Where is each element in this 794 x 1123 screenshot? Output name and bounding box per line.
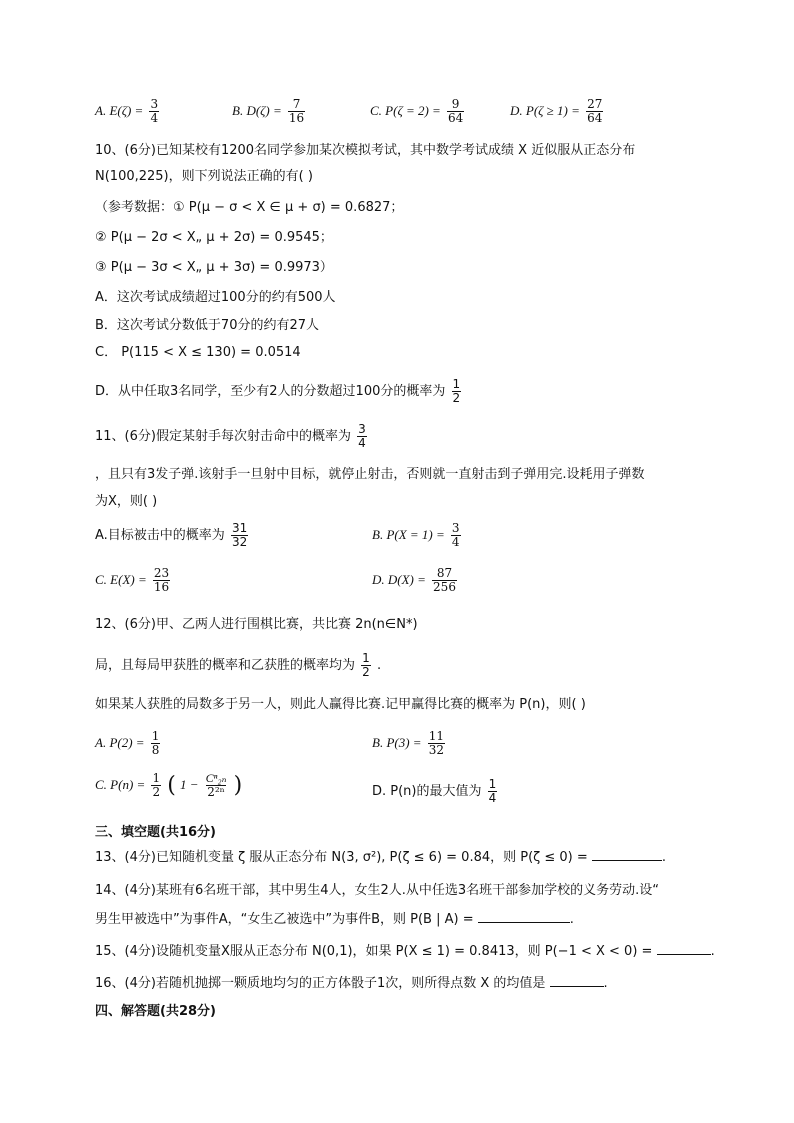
q11-option-b [372, 522, 463, 549]
q10-option-c: C． P(115 < X ≤ 130) = 0.0514 [95, 345, 301, 360]
q10-reference-3: ③ P(μ − 3σ < X„ μ + 3σ) = 0.9973） [95, 260, 333, 275]
q15-text [95, 942, 715, 961]
q12-c-inner-fraction: $\frac{\text{Cⁿ₂ₙ}}{\text{2²ⁿ}}$ [205, 771, 227, 799]
q12-option-a [95, 730, 162, 757]
q12-a-label: A. P(2) = [95, 735, 145, 750]
q11-option-c [95, 567, 172, 594]
q11-stem-text: 11、(6分)假定某射手每次射击命中的概率为 [95, 429, 351, 444]
q11-a-fraction: $\frac{31}{32}$ [231, 521, 248, 549]
q10-d-text: D．从中任取3名同学，至少有2人的分数超过100分的概率为 [95, 384, 446, 399]
q12-c-fraction: $\frac{1}{2}$ [152, 771, 161, 799]
q11-stem-line2: ，且只有3发子弹.该射手一旦射中目标，就停止射击，否则就一直射击到子弹用完.设耗用子弹数 [95, 467, 645, 482]
q11-option-d [372, 567, 459, 594]
q10-stem-line2: N(100,225)，则下列说法正确的有( ) [95, 169, 313, 184]
q11-b-fraction: $\frac{3}{4}$ [451, 521, 460, 549]
section-3-heading: 三、填空题(共16分) [95, 825, 216, 840]
q16-text [95, 974, 608, 993]
q10-option-a: A．这次考试成绩超过100分的约有500人 [95, 290, 336, 305]
q12-stem2-text: 局，且每局甲获胜的概率和乙获胜的概率均为 [95, 658, 356, 673]
q16-stem: 16、(4分)若随机抛掷一颗质地均匀的正方体骰子1次，则所得点数 X 的均值是 [95, 976, 546, 991]
q12-stem-line1: 12、(6分)甲、乙两人进行围棋比赛，共比赛 2n(n∈N*) [95, 617, 418, 632]
q15-stem: 15、(4分)设随机变量X服从正态分布 N(0,1)，如果 P(X ≤ 1) = 0.8413，则 P(−1 < X < 0) = [95, 944, 653, 959]
q12-c-open-paren: ( [167, 773, 176, 798]
q9-c-fraction: $\frac{9}{64}$ [447, 97, 464, 125]
q11-stem-line1 [95, 423, 369, 450]
q10-option-d [95, 378, 463, 405]
q14-stem: 男生甲被选中”为事件A，“女生乙被选中”为事件B，则 P(B | A) = [95, 912, 474, 927]
q11-stem-fraction: $\frac{3}{4}$ [358, 422, 366, 450]
q9-option-b [232, 98, 307, 125]
q12-b-label: B. P(3) = [372, 735, 422, 750]
q14-period: . [569, 912, 574, 927]
q12-d-label: D. P(n)的最大值为 [372, 784, 482, 799]
q9-b-label: B. D(ζ) = [232, 103, 282, 118]
q9-option-d [510, 98, 605, 125]
q11-stem-line3: 为X，则( ) [95, 494, 158, 509]
q12-a-fraction: $\frac{1}{8}$ [151, 729, 160, 757]
q12-c-close-paren: ) [233, 773, 243, 798]
q9-b-fraction: $\frac{7}{16}$ [288, 97, 305, 125]
q12-stem-line3: 如果某人获胜的局数多于另一人，则此人赢得比赛.记甲赢得比赛的概率为 P(n)，则( ) [95, 697, 586, 712]
q11-c-fraction: $\frac{23}{16}$ [153, 566, 170, 594]
q9-c-label: C. P(ζ = 2) = [370, 103, 441, 118]
q11-a-label: A.目标被击中的概率为 [95, 528, 225, 543]
q12-c-paren-text: 1 − [179, 777, 199, 792]
q14-answer-blank [478, 910, 570, 923]
q12-option-c [95, 772, 242, 799]
q13-stem: 13、(4分)已知随机变量 ζ 服从正态分布 N(3, σ²), P(ζ ≤ 6) = 0.84，则 P(ζ ≤ 0) = [95, 850, 588, 865]
q12-c-label: C. P(n) = [95, 777, 146, 792]
q12-stem-line2 [95, 652, 381, 679]
q10-reference-1: （参考数据：① P(μ − σ < X ∈ μ + σ) = 0.6827； [95, 200, 404, 215]
q13-text [95, 848, 666, 867]
q16-answer-blank [550, 974, 604, 987]
q13-period: . [661, 850, 667, 865]
q11-d-label: D. D(X) = [372, 572, 426, 587]
q11-c-label: C. E(X) = [95, 572, 147, 587]
q10-stem-line1: 10、(6分)已知某校有1200名同学参加某次模拟考试，其中数学考试成绩 X 近似服从正态分布 [95, 143, 636, 158]
q9-option-a [95, 98, 161, 125]
q9-a-fraction: $\frac{3}{4}$ [150, 97, 159, 125]
q14-line2 [95, 910, 574, 929]
q14-line1: 14、(4分)某班有6名班干部，其中男生4人，女生2人.从中任选3名班干部参加学校的义务劳动.设“ [95, 883, 660, 898]
q10-d-fraction: $\frac{1}{2}$ [452, 377, 461, 405]
q16-period: . [603, 976, 608, 991]
q9-a-label: A. E(ζ) = [95, 103, 144, 118]
q13-answer-blank [592, 848, 662, 861]
q12-stem2-fraction: $\frac{1}{2}$ [362, 651, 370, 679]
q10-option-b: B．这次考试分数低于70分的约有27人 [95, 318, 320, 333]
q10-reference-2: ② P(μ − 2σ < X„ μ + 2σ) = 0.9545； [95, 230, 333, 245]
q15-answer-blank [657, 942, 711, 955]
section-4-heading: 四、解答题(共28分) [95, 1004, 216, 1019]
q11-option-a [95, 522, 250, 549]
q12-stem2-period: . [376, 658, 382, 673]
q12-d-fraction: $\frac{1}{4}$ [488, 777, 497, 805]
q11-b-label: B. P(X = 1) = [372, 527, 445, 542]
q15-period: . [710, 944, 715, 959]
q11-d-fraction: $\frac{87}{256}$ [433, 566, 456, 594]
q12-b-fraction: $\frac{11}{32}$ [428, 729, 444, 757]
q12-option-b [372, 730, 447, 757]
q9-d-label: D. P(ζ ≥ 1) = [510, 103, 580, 118]
q9-option-c [370, 98, 466, 125]
q9-d-fraction: $\frac{27}{64}$ [587, 97, 603, 125]
q12-option-d [372, 778, 499, 805]
